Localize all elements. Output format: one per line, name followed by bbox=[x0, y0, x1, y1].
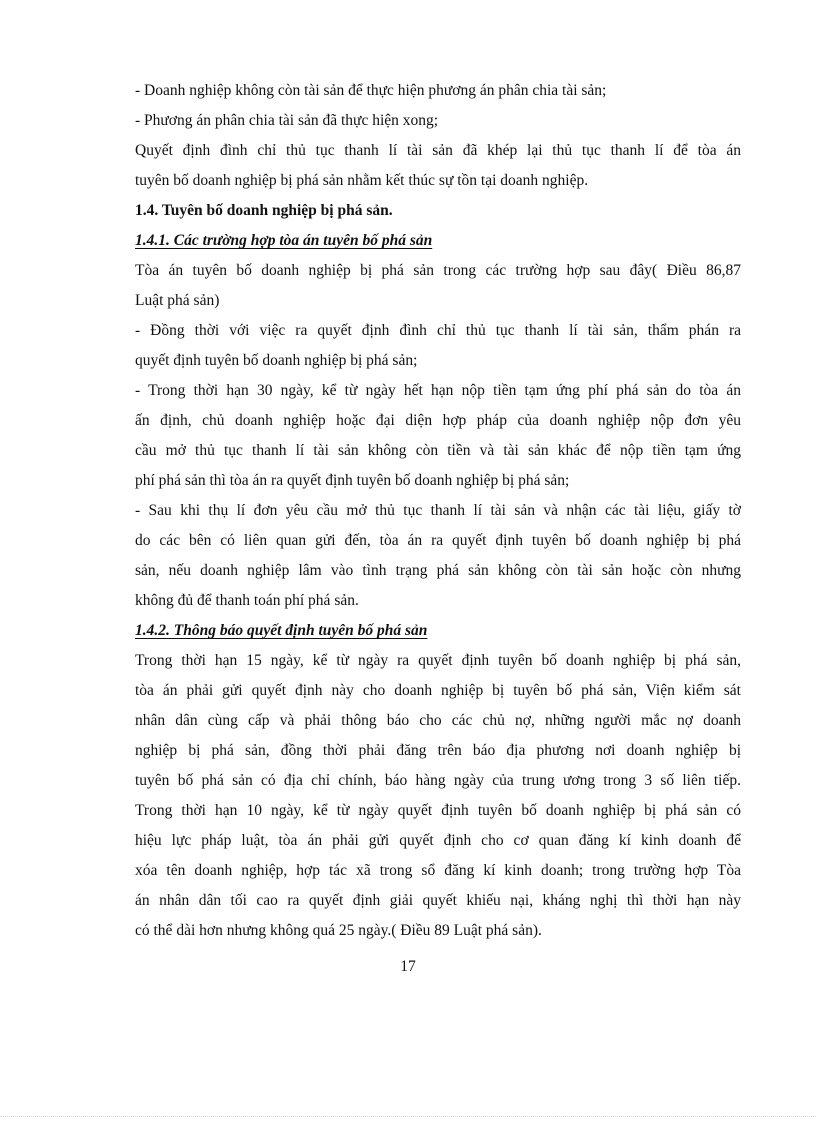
subsection-heading bbox=[135, 616, 741, 646]
paragraph-line bbox=[135, 316, 741, 346]
line-text: cầu mở thủ tục thanh lí tài sản không còn tiền và tài sản khác để nộp tiền tạm ứng bbox=[135, 442, 741, 459]
page-number: 17 bbox=[400, 958, 416, 975]
paragraph-line bbox=[135, 526, 741, 556]
line-text: tuyên bố doanh nghiệp bị phá sản nhằm kết thúc sự tồn tại doanh nghiệp. bbox=[135, 172, 589, 189]
line-text: tuyên bố phá sản có địa chỉ chính, báo hàng ngày của trung ương trong 3 số liên tiếp. bbox=[135, 772, 741, 789]
line-text: 1.4. Tuyên bố doanh nghiệp bị phá sản. bbox=[135, 202, 393, 219]
line-text: Tòa án tuyên bố doanh nghiệp bị phá sản trong các trường hợp sau đây( Điều 86,87 bbox=[135, 262, 741, 279]
paragraph-line bbox=[135, 706, 741, 736]
paragraph-line bbox=[135, 346, 741, 376]
line-text: xóa tên doanh nghiệp, hợp tác xã trong sổ đăng kí kinh doanh; trong trường hợp Tòa bbox=[135, 862, 741, 879]
paragraph-line bbox=[135, 826, 741, 856]
paragraph-line bbox=[135, 106, 741, 136]
line-text: 1.4.1. Các trường hợp tòa án tuyên bố phá sản bbox=[135, 232, 433, 249]
section-heading bbox=[135, 196, 741, 226]
paragraph-line bbox=[135, 796, 741, 826]
paragraph-line bbox=[135, 916, 741, 946]
line-text: Trong thời hạn 10 ngày, kể từ ngày quyết định tuyên bố doanh nghiệp bị phá sản có bbox=[135, 802, 741, 819]
line-text: do các bên có liên quan gửi đến, tòa án ra quyết định tuyên bố doanh nghiệp bị phá bbox=[135, 532, 741, 549]
line-text: hiệu lực pháp luật, tòa án phải gửi quyết định cho cơ quan đăng kí kinh doanh để bbox=[135, 832, 741, 849]
paragraph-line bbox=[135, 286, 741, 316]
line-text: phí phá sản thì tòa án ra quyết định tuyên bố doanh nghiệp bị phá sản; bbox=[135, 472, 570, 489]
subsection-heading bbox=[135, 226, 741, 256]
line-text: nghiệp bị phá sản, đồng thời phải đăng trên báo địa phương nơi doanh nghiệp bị bbox=[135, 742, 741, 759]
line-text: không đủ để thanh toán phí phá sản. bbox=[135, 592, 359, 609]
line-text: tòa án phải gửi quyết định này cho doanh nghiệp bị tuyên bố phá sản, Viện kiểm sát bbox=[135, 682, 741, 699]
line-text: sản, nếu doanh nghiệp lâm vào tình trạng phá sản không còn tài sản hoặc còn nhưng bbox=[135, 562, 741, 579]
paragraph-line bbox=[135, 136, 741, 166]
line-text: - Đồng thời với việc ra quyết định đình chỉ thủ tục thanh lí tài sản, thẩm phán ra bbox=[135, 322, 741, 339]
line-text: có thể dài hơn nhưng không quá 25 ngày.( Điều 89 Luật phá sản). bbox=[135, 922, 542, 939]
paragraph-line bbox=[135, 466, 741, 496]
line-text: - Sau khi thụ lí đơn yêu cầu mở thủ tục thanh lí tài sản và nhận các tài liệu, giấy tờ bbox=[135, 502, 741, 519]
paragraph-line bbox=[135, 76, 741, 106]
paragraph-line bbox=[135, 436, 741, 466]
paragraph-line bbox=[135, 736, 741, 766]
line-text: Trong thời hạn 15 ngày, kể từ ngày ra quyết định tuyên bố doanh nghiệp bị phá sản, bbox=[135, 652, 741, 669]
paragraph-line bbox=[135, 556, 741, 586]
line-text: Quyết định đình chỉ thủ tục thanh lí tài sản đã khép lại thủ tục thanh lí để tòa án bbox=[135, 142, 741, 159]
paragraph-line bbox=[135, 256, 741, 286]
line-text: quyết định tuyên bố doanh nghiệp bị phá sản; bbox=[135, 352, 418, 369]
paragraph-line bbox=[135, 406, 741, 436]
line-text: - Doanh nghiệp không còn tài sản để thực hiện phương án phân chia tài sản; bbox=[135, 82, 607, 99]
paragraph-line bbox=[135, 646, 741, 676]
paragraph-line bbox=[135, 586, 741, 616]
paragraph-line bbox=[135, 766, 741, 796]
line-text: Luật phá sản) bbox=[135, 292, 220, 309]
paragraph-line bbox=[135, 856, 741, 886]
paragraph-line bbox=[135, 676, 741, 706]
line-text: - Trong thời hạn 30 ngày, kể từ ngày hết hạn nộp tiền tạm ứng phí phá sản do tòa án bbox=[135, 382, 741, 399]
paragraph-line bbox=[135, 376, 741, 406]
line-text: án nhân dân tối cao ra quyết định giải quyết khiếu nại, kháng nghị thì thời hạn này bbox=[135, 892, 741, 909]
line-text: nhân dân cùng cấp và phải thông báo cho các chủ nợ, những người mắc nợ doanh bbox=[135, 712, 741, 729]
paragraph-line bbox=[135, 166, 741, 196]
paragraph-line bbox=[135, 496, 741, 526]
line-text: 1.4.2. Thông báo quyết định tuyên bố phá sản bbox=[135, 622, 428, 639]
paragraph-line bbox=[135, 886, 741, 916]
line-text: - Phương án phân chia tài sản đã thực hiện xong; bbox=[135, 112, 439, 129]
page-bottom-rule bbox=[0, 1116, 816, 1117]
document-body bbox=[135, 76, 741, 946]
line-text: ấn định, chủ doanh nghiệp hoặc đại diện hợp pháp của doanh nghiệp nộp đơn yêu bbox=[135, 412, 741, 429]
